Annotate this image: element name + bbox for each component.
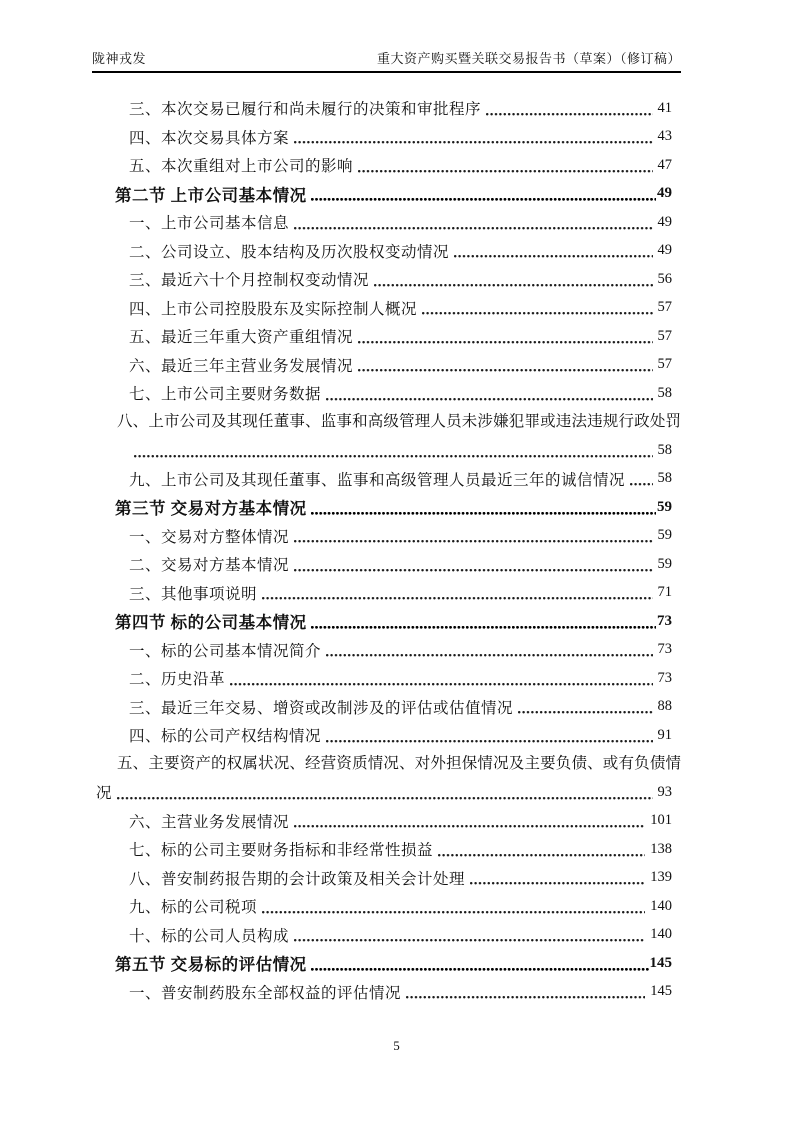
toc-page-number: 41 — [657, 99, 672, 116]
toc-page-number: 58 — [657, 441, 672, 458]
dot-leader — [294, 569, 652, 572]
dot-leader — [374, 284, 652, 287]
toc-entry-line — [92, 693, 681, 722]
dot-leader — [454, 255, 652, 258]
toc-entry-line — [92, 835, 681, 864]
toc-line-text: 况 — [96, 785, 113, 803]
table-of-contents — [92, 94, 681, 1006]
toc-entry-line — [92, 579, 681, 608]
toc-entry-line — [92, 436, 681, 465]
toc-entry-line — [92, 522, 681, 551]
toc-page-number: 47 — [657, 156, 672, 173]
toc-page-number: 101 — [650, 812, 672, 829]
page-footer — [0, 1038, 793, 1054]
toc-line-text: 七、上市公司主要财务数据 — [129, 386, 322, 404]
toc-entry-line — [92, 750, 681, 779]
toc-page-number: 57 — [657, 299, 672, 316]
dot-leader — [294, 540, 652, 543]
toc-line-text: 四、标的公司产权结构情况 — [129, 728, 322, 746]
toc-page-number: 57 — [657, 356, 672, 373]
toc-page-number: 59 — [657, 527, 672, 544]
toc-line-text: 一、普安制药股东全部权益的评估情况 — [129, 984, 402, 1002]
toc-line-text: 八、上市公司及其现任董事、监事和高级管理人员未涉嫌犯罪或违法违规行政处罚 — [117, 412, 681, 430]
toc-line-text: 二、公司设立、股本结构及历次股权变动情况 — [129, 243, 450, 261]
toc-line-text: 四、本次交易具体方案 — [129, 129, 290, 147]
dot-leader — [422, 312, 652, 315]
toc-line-text: 十、标的公司人员构成 — [129, 927, 290, 945]
toc-entry-line — [92, 322, 681, 351]
toc-section-line — [92, 949, 681, 978]
toc-line-text: 四、上市公司控股股东及实际控制人概况 — [129, 300, 418, 318]
toc-line-text: 五、最近三年重大资产重组情况 — [129, 329, 354, 347]
toc-page-number: 59 — [657, 555, 672, 572]
toc-entry-line — [92, 978, 681, 1007]
toc-line-text: 二、交易对方基本情况 — [129, 557, 290, 575]
dot-leader — [134, 455, 653, 458]
toc-entry-line — [92, 465, 681, 494]
dot-leader — [326, 654, 652, 657]
toc-page-number: 138 — [650, 840, 672, 857]
toc-line-text: 九、标的公司税项 — [129, 899, 258, 917]
toc-entry-line — [92, 351, 681, 380]
toc-line-text: 一、交易对方整体情况 — [129, 528, 290, 546]
toc-entry-line — [92, 721, 681, 750]
toc-line-text: 第二节 上市公司基本情况 — [115, 185, 307, 205]
toc-entry-line — [92, 265, 681, 294]
dot-leader — [311, 198, 656, 201]
header-company-name: 陇神戎发 — [92, 51, 147, 66]
dot-leader — [326, 740, 652, 743]
dot-leader — [230, 683, 652, 686]
toc-line-text: 六、最近三年主营业务发展情况 — [129, 357, 354, 375]
toc-line-text: 三、最近六十个月控制权变动情况 — [129, 272, 370, 290]
dot-leader — [326, 398, 652, 401]
toc-line-text: 二、历史沿革 — [129, 671, 226, 689]
toc-page-number: 139 — [650, 869, 672, 886]
toc-line-text: 一、上市公司基本信息 — [129, 215, 290, 233]
toc-page-number: 58 — [657, 384, 672, 401]
toc-entry-line — [92, 151, 681, 180]
dot-leader — [262, 911, 645, 914]
toc-entry-line — [92, 294, 681, 323]
header-report-title: 重大资产购买暨关联交易报告书（草案）（修订稿） — [376, 51, 681, 66]
toc-page-number: 43 — [657, 128, 672, 145]
toc-line-text: 三、本次交易已履行和尚未履行的决策和审批程序 — [129, 101, 482, 119]
dot-leader — [486, 113, 652, 116]
toc-line-text: 第三节 交易对方基本情况 — [115, 499, 307, 519]
toc-page-number: 88 — [657, 698, 672, 715]
toc-entry-line — [92, 778, 681, 807]
toc-page-number: 49 — [657, 213, 672, 230]
toc-page-number: 58 — [657, 470, 672, 487]
toc-page-number: 145 — [649, 954, 672, 971]
toc-page-number: 91 — [657, 726, 672, 743]
dot-leader — [311, 626, 656, 629]
toc-page-number: 73 — [657, 612, 672, 629]
toc-entry-line — [92, 807, 681, 836]
dot-leader — [406, 996, 645, 999]
dot-leader — [294, 939, 645, 942]
toc-line-text: 九、上市公司及其现任董事、监事和高级管理人员最近三年的诚信情况 — [129, 471, 626, 489]
dot-leader — [117, 797, 652, 800]
toc-entry-line — [92, 208, 681, 237]
toc-page-number: 49 — [657, 242, 672, 259]
dot-leader — [630, 483, 652, 486]
toc-page-number: 56 — [657, 270, 672, 287]
dot-leader — [358, 170, 652, 173]
toc-entry-line — [92, 892, 681, 921]
toc-line-text: 六、主营业务发展情况 — [129, 813, 290, 831]
dot-leader — [262, 597, 652, 600]
toc-page-number: 140 — [650, 897, 672, 914]
dot-leader — [518, 711, 652, 714]
dot-leader — [294, 825, 645, 828]
dot-leader — [294, 227, 652, 230]
toc-entry-line — [92, 408, 681, 437]
toc-entry-line — [92, 921, 681, 950]
toc-section-line — [92, 180, 681, 209]
toc-line-text: 五、主要资产的权属状况、经营资质情况、对外担保情况及主要负债、或有负债情 — [117, 754, 681, 772]
toc-page-number: 140 — [650, 926, 672, 943]
dot-leader — [311, 512, 656, 515]
toc-line-text: 七、标的公司主要财务指标和非经常性损益 — [129, 842, 434, 860]
toc-section-line — [92, 493, 681, 522]
toc-page-number: 57 — [657, 327, 672, 344]
dot-leader — [358, 341, 652, 344]
toc-page-number: 59 — [657, 498, 672, 515]
toc-entry-line — [92, 379, 681, 408]
dot-leader — [470, 882, 645, 885]
dot-leader — [438, 854, 645, 857]
toc-entry-line — [92, 237, 681, 266]
toc-page-number: 73 — [657, 641, 672, 658]
dot-leader — [311, 968, 649, 971]
toc-page-number: 145 — [650, 983, 672, 1000]
toc-page-number: 73 — [657, 669, 672, 686]
page-number: 5 — [393, 1038, 400, 1053]
toc-line-text: 三、其他事项说明 — [129, 585, 258, 603]
toc-entry-line — [92, 123, 681, 152]
toc-line-text: 八、普安制药报告期的会计政策及相关会计处理 — [129, 870, 466, 888]
toc-line-text: 三、最近三年交易、增资或改制涉及的评估或估值情况 — [129, 699, 514, 717]
dot-leader — [294, 141, 652, 144]
toc-entry-line — [92, 664, 681, 693]
toc-section-line — [92, 607, 681, 636]
toc-entry-line — [92, 550, 681, 579]
toc-entry-line — [92, 864, 681, 893]
toc-line-text: 一、标的公司基本情况简介 — [129, 642, 322, 660]
toc-page-number: 49 — [657, 185, 672, 202]
dot-leader — [358, 369, 652, 372]
toc-entry-line — [92, 636, 681, 665]
toc-line-text: 五、本次重组对上市公司的影响 — [129, 158, 354, 176]
toc-entry-line — [92, 94, 681, 123]
toc-line-text: 第五节 交易标的评估情况 — [115, 955, 307, 975]
toc-line-text: 第四节 标的公司基本情况 — [115, 613, 307, 633]
toc-page-number: 93 — [657, 783, 672, 800]
toc-page-number: 71 — [657, 584, 672, 601]
page-header — [92, 48, 681, 73]
